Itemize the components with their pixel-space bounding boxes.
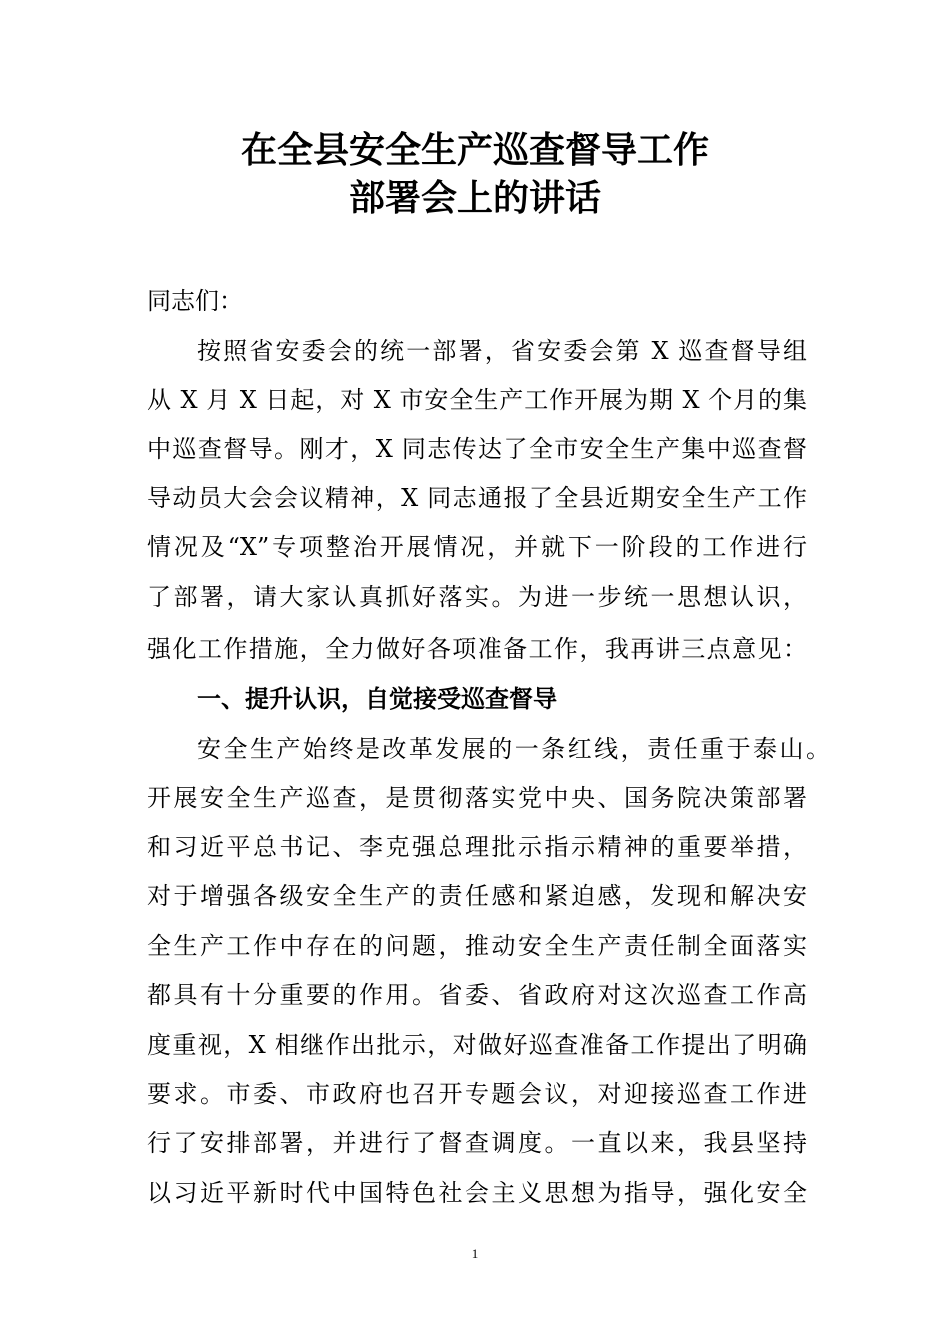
- document-title-line-1: 在全县安全生产巡查督导工作: [240, 129, 709, 171]
- paragraph-line: 情况及“X”专项整治开展情况，并就下一阶段的工作进行: [147, 533, 807, 561]
- paragraph-line: 从 X 月 X 日起，对 X 市安全生产工作开展为期 X 个月的集: [147, 386, 807, 414]
- document-title-line-2: 部署会上的讲话: [348, 177, 601, 219]
- paragraph-line: 按照省安委会的统一部署，省安委会第 X 巡查督导组: [197, 337, 807, 365]
- paragraph-line: 导动员大会会议精神，X 同志通报了全县近期安全生产工作: [147, 484, 807, 512]
- paragraph-line: 都具有十分重要的作用。省委、省政府对这次巡查工作高: [147, 981, 807, 1009]
- paragraph-line: 行了安排部署，并进行了督查调度。一直以来，我县坚持: [147, 1129, 807, 1157]
- section-heading: 一、提升认识，自觉接受巡查督导: [197, 685, 557, 713]
- paragraph-line: 要求。市委、市政府也召开专题会议，对迎接巡查工作进: [147, 1080, 807, 1108]
- paragraph-line: 了部署，请大家认真抓好落实。为进一步统一思想认识，: [147, 583, 807, 611]
- paragraph-line: 强化工作措施，全力做好各项准备工作，我再讲三点意见：: [147, 635, 807, 663]
- paragraph-line: 安全生产始终是改革发展的一条红线，责任重于泰山。: [197, 735, 830, 763]
- paragraph-line: 中巡查督导。刚才，X 同志传达了全市安全生产集中巡查督: [147, 435, 807, 463]
- paragraph-line: 全生产工作中存在的问题，推动安全生产责任制全面落实: [147, 932, 807, 960]
- page-number: 1: [471, 1246, 479, 1261]
- paragraph-line: 对于增强各级安全生产的责任感和紧迫感，发现和解决安: [147, 882, 807, 910]
- paragraph-line: 开展安全生产巡查，是贯彻落实党中央、国务院决策部署: [147, 784, 807, 812]
- paragraph-line: 和习近平总书记、李克强总理批示指示精神的重要举措，: [147, 833, 807, 861]
- paragraph-line: 度重视，X 相继作出批示，对做好巡查准备工作提出了明确: [147, 1031, 807, 1059]
- salutation: 同志们：: [147, 287, 243, 315]
- paragraph-line: 以习近平新时代中国特色社会主义思想为指导，强化安全: [147, 1179, 807, 1207]
